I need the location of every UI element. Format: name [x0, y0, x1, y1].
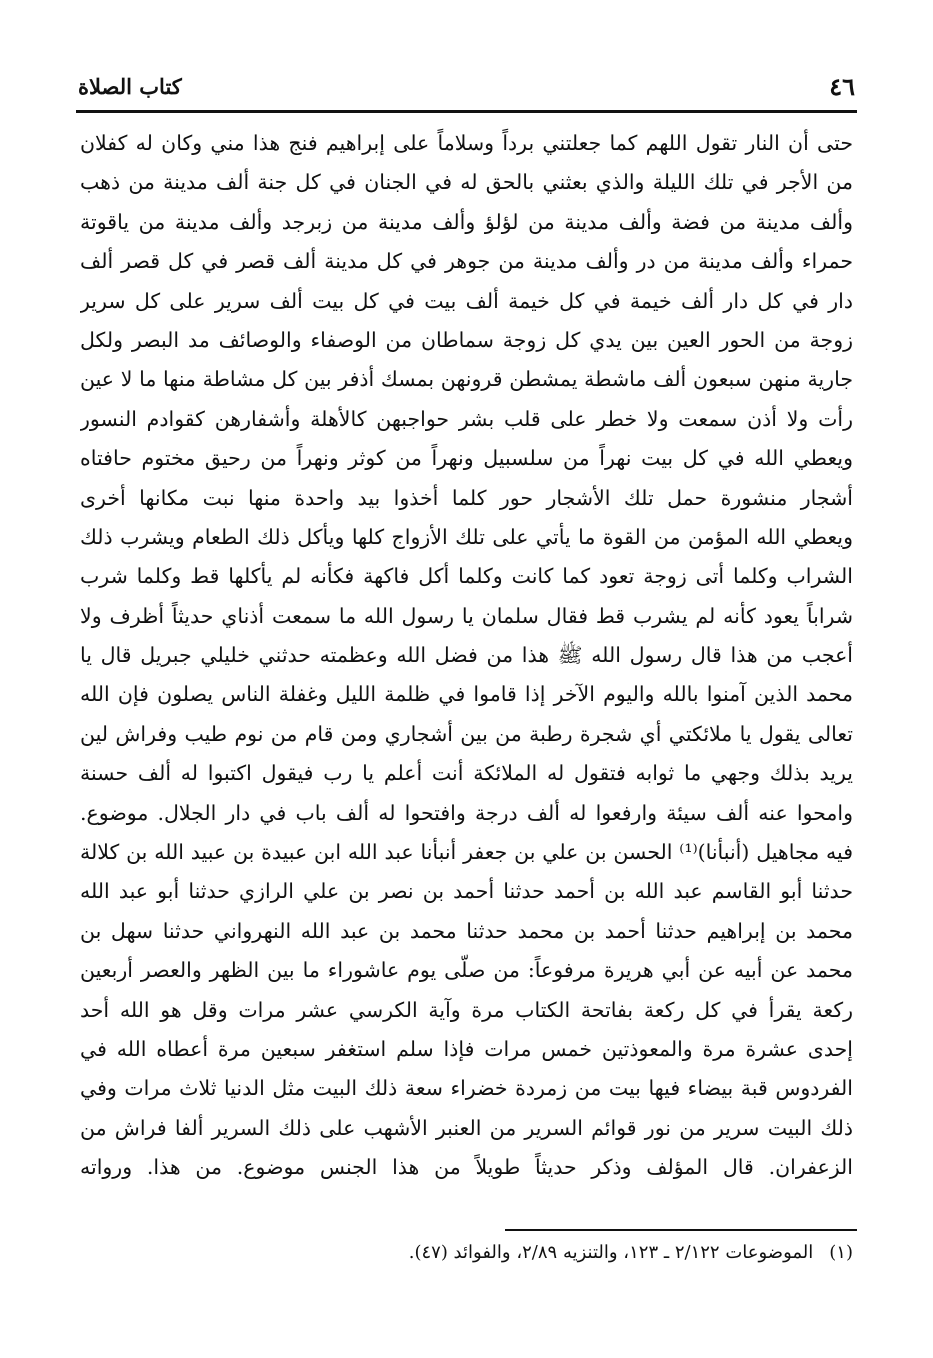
running-title: كتاب الصلاة: [78, 74, 182, 99]
text-line: تعالى يقول يا ملائكتي أي شجرة رطبة من بين أشجاري ومن قام من نوم طيب وفراش لين: [80, 721, 853, 746]
text-line: شراباً يعود كأنه لم يشرب قط فقال سلمان يا رسول الله ما سمعت أذناي حديثاً أظرف ولا: [80, 603, 853, 628]
text-line: إحدى عشرة مرة والمعوذتين خمس مرات فإذا سلم استغفر سبعين مرة أعطاه الله في: [80, 1036, 853, 1061]
text-line: أعجب من هذا قال رسول الله ﷺ هذا من فضل الله وعظمته حدثني خليلي جبريل قال يا: [80, 643, 853, 668]
text-line: من الأجر في تلك الليلة والذي بعثني بالحق له في الجنان في كل جنة ألف مدينة من ذهب: [80, 170, 853, 195]
header-rule: [76, 110, 857, 113]
text-line: جارية منهن سبعون ألف ماشطة يمشطن قرونهن بمسك أذفر بين كل مشاطة منها ما لا عين: [80, 367, 853, 392]
text-line: محمد بن إبراهيم حدثنا أحمد بن محمد حدثنا محمد بن عبد الله النهرواني حدثنا سهل بن: [80, 918, 853, 943]
text-line: الزعفران. قال المؤلف وذكر حديثاً طويلاً من هذا الجنس موضوع. من هذا. ورواته: [80, 1155, 853, 1180]
text-line: الفردوس قبة بيضاء فيها بيت من زمردة خضراء سعة ذلك البيت مثل الدنيا ثلاث مرات وفي: [80, 1076, 853, 1101]
text-line: رأت ولا أذن سمعت ولا خطر على قلب بشر حواجبهن كالأهلة وأشفارهن كقوادم النسور: [80, 406, 853, 431]
text-line: محمد عن أبيه عن أبي هريرة مرفوعاً: من صلّى يوم عاشوراء ما بين الظهر والعصر أربعين: [80, 958, 853, 983]
footnote-marker: (١): [829, 1242, 853, 1263]
footnote: [409, 1242, 853, 1263]
text-line: أشجار منشورة حمل تلك الأشجار حور كلما أخذوا بيد واحدة منها نبت مكانها أخرى: [80, 485, 853, 510]
text-line: ذلك البيت سرير من نور قوائم السرير من العنبر الأشهب على ذلك السرير ألفا فراش من: [80, 1115, 853, 1140]
text-line: ركعة يقرأ في كل ركعة بفاتحة الكتاب مرة وآية الكرسي عشر مرات وقل هو الله أحد: [80, 997, 853, 1022]
text-line: يريد بذلك وجهي ما ثوابه فتقول له الملائكة أنت أعلم يا رب فيقول اكتبوا له ألف حسنة: [80, 761, 853, 786]
footnote-rule: [505, 1229, 857, 1231]
text-line: حمراء وألف مدينة من در وألف مدينة من جوهر في كل مدينة ألف قصر في كل قصر ألف: [80, 249, 853, 274]
text-line: محمد الذين آمنوا بالله واليوم الآخر إذا قاموا في ظلمة الليل وغفلة الناس يصلون فإن الله: [80, 682, 853, 707]
footnote-text: الموضوعات ٢/١٢٢ ـ ١٢٣، والتنزيه ٢/٨٩، والفوائد (٤٧).: [408, 1242, 814, 1263]
text-line: ويعطي الله المؤمن من القوة ما يأتي على تلك الأزواج كلها ويأكل ذلك الطعام ويشرب ذلك: [80, 524, 853, 549]
page-number: ٤٦: [829, 72, 855, 101]
text-line: وألف مدينة من فضة وألف مدينة من لؤلؤ وألف مدينة من زبرجد وألف مدينة من ياقوتة: [80, 209, 853, 234]
text-line: دار في كل دار ألف خيمة في كل خيمة ألف بيت في كل بيت ألف سرير على كل سرير: [80, 288, 853, 313]
text-line: فيه مجاهيل (أنبأنا)⁽¹⁾ الحسن بن علي بن جعفر أنبأنا عبد الله ابن عبيدة بن عبيد الله بن كلالة: [80, 840, 853, 865]
text-line: زوجة من الحور العين بين يدي كل زوجة سماطان من الوصفاء والوصائف مد البصر ولكل: [80, 327, 853, 352]
text-line: الشراب وكلما أتى زوجة تعود كما كانت وكلما أكل فاكهة فكأنه لم يأكلها قط وكلما شرب: [80, 564, 853, 589]
text-line: حتى أن النار تقول اللهم كما جعلتني برداً وسلاماً على إبراهيم فنج هذا مني وكان له كفلان: [80, 131, 853, 155]
body-text: [80, 124, 853, 1188]
text-line: حدثنا أبو القاسم عبد الله بن أحمد حدثنا أحمد بن نصر بن علي الرازي حدثنا أبو عبد الله: [80, 879, 853, 904]
text-line: وامحوا عنه ألف سيئة وارفعوا له ألف درجة وافتحوا له ألف باب في دار الجلال. موضوع.: [80, 800, 853, 825]
text-line: ويعطي الله في كل بيت نهراً من سلسبيل ونهراً من كوثر ونهراً من رحيق مختوم حافتاه: [80, 446, 853, 471]
page-header: [78, 72, 855, 108]
